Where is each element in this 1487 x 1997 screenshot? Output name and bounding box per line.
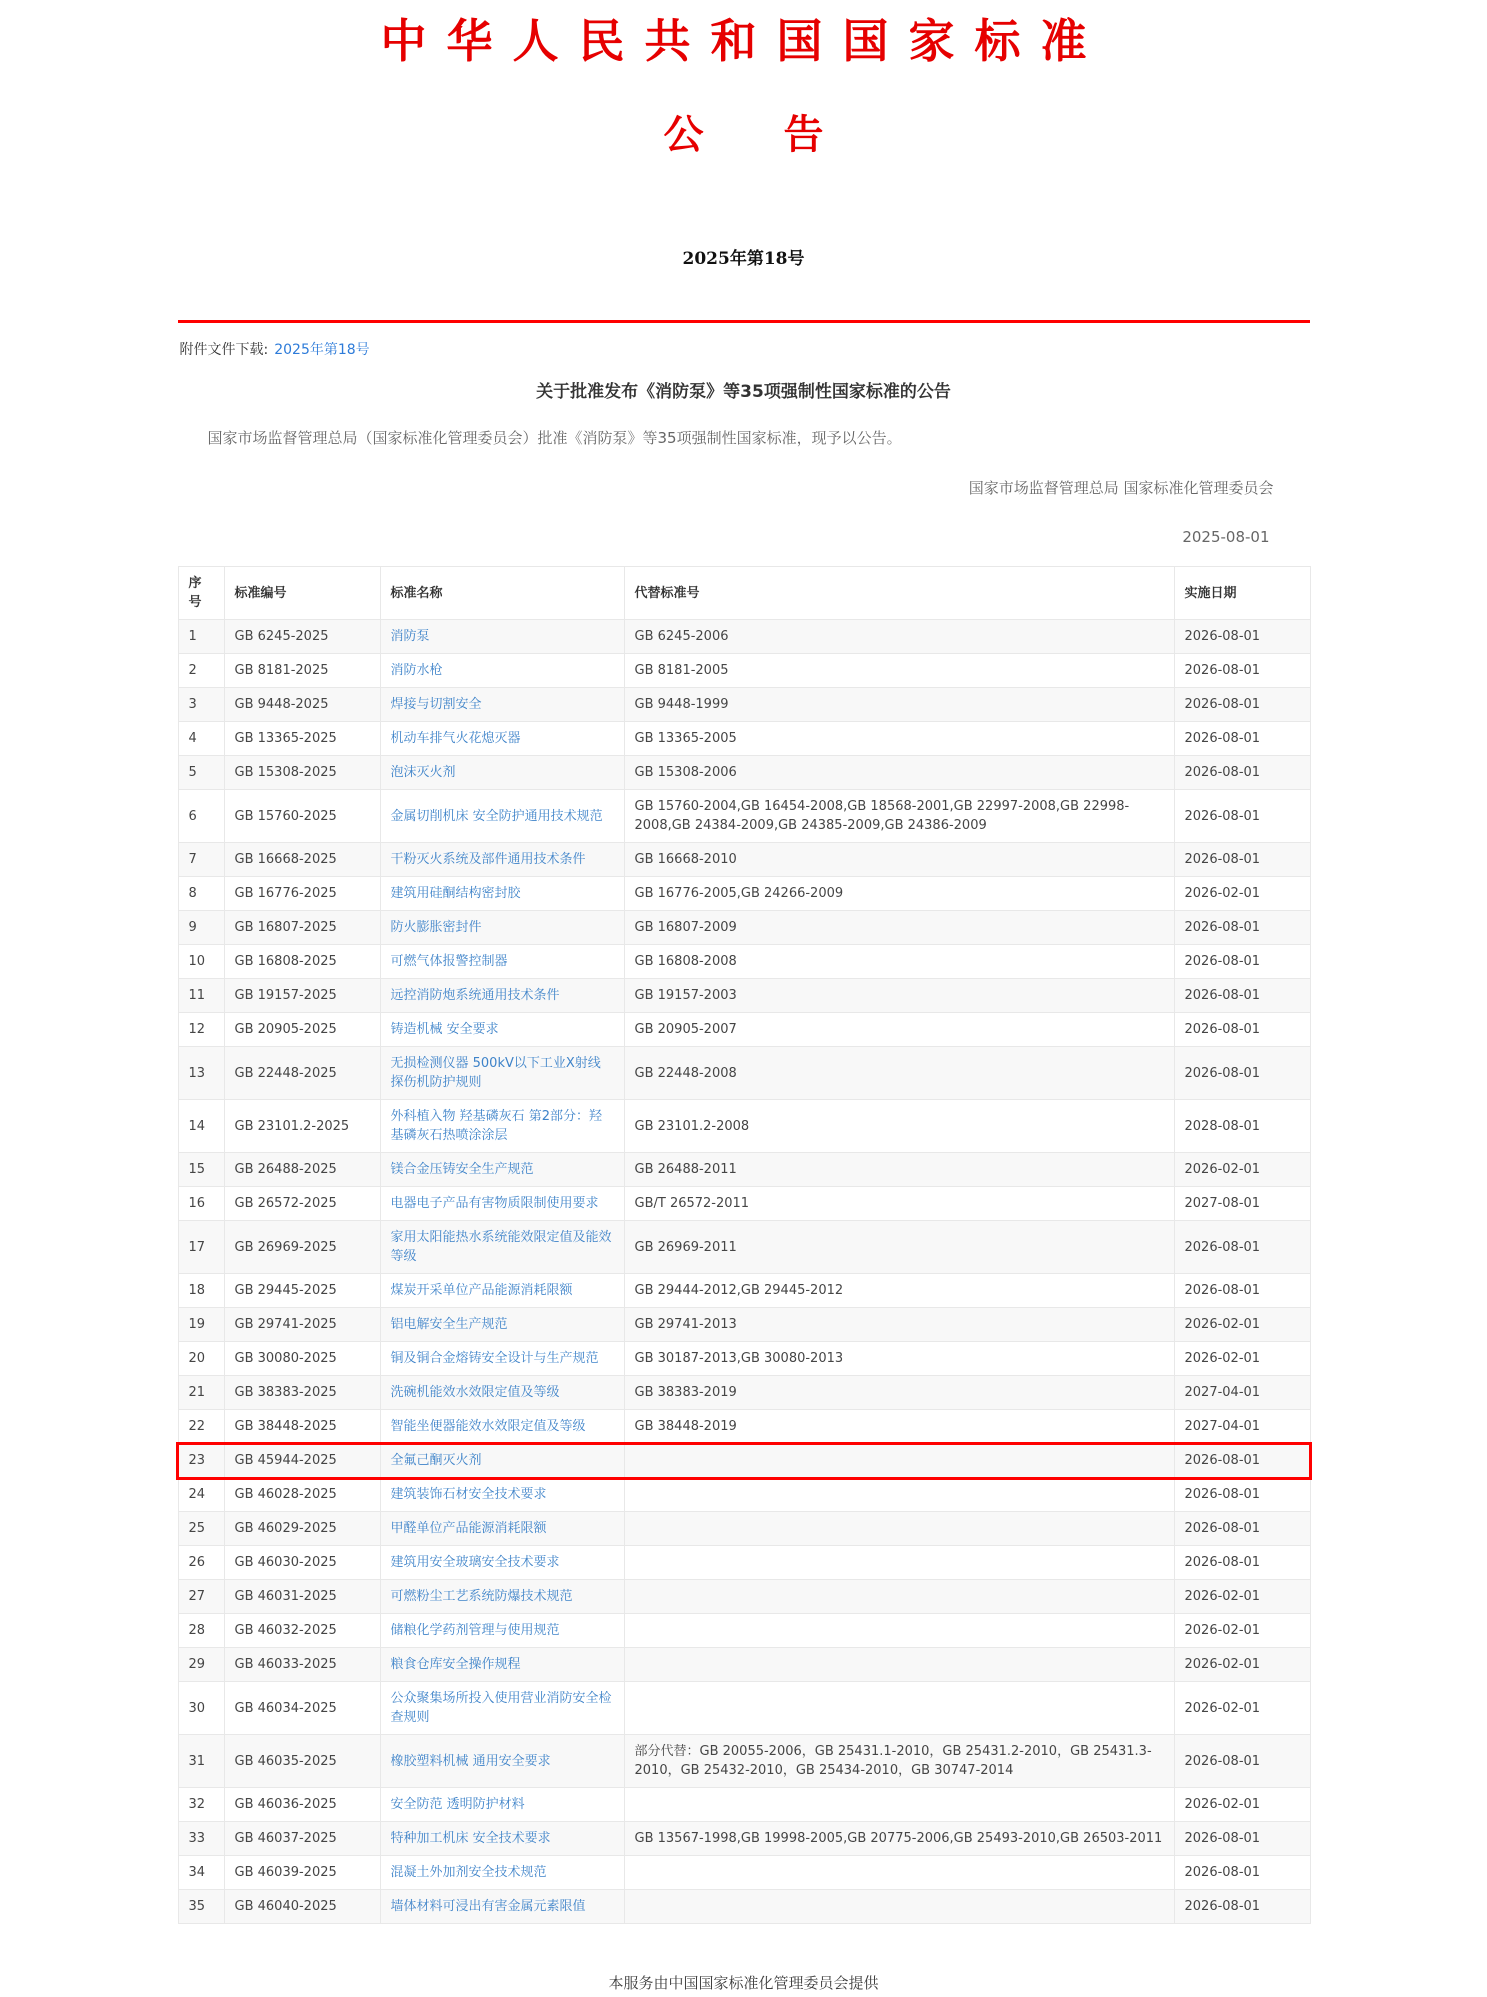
row-index: 16 <box>178 1187 224 1221</box>
implementation-date: 2026-08-01 <box>1174 1274 1310 1308</box>
standard-code: GB 46035-2025 <box>224 1735 380 1788</box>
implementation-date: 2028-08-01 <box>1174 1100 1310 1153</box>
standard-code: GB 19157-2025 <box>224 979 380 1013</box>
standard-name-link[interactable]: 全氟己酮灭火剂 <box>390 1453 482 1469</box>
standard-name-link[interactable]: 干粉灭火系统及部件通用技术条件 <box>390 852 586 868</box>
row-index: 6 <box>178 790 224 843</box>
standard-name-link[interactable]: 建筑用安全玻璃安全技术要求 <box>390 1555 560 1571</box>
implementation-date: 2026-08-01 <box>1174 790 1310 843</box>
standard-name-cell <box>380 1221 624 1274</box>
standard-name-link[interactable]: 混凝土外加剂安全技术规范 <box>390 1865 547 1881</box>
replaced-standards: GB 13365-2005 <box>624 722 1174 756</box>
standard-name-cell <box>380 843 624 877</box>
table-row <box>178 945 1310 979</box>
standard-code: GB 16808-2025 <box>224 945 380 979</box>
standard-name-cell <box>380 877 624 911</box>
row-index: 12 <box>178 1013 224 1047</box>
table-row <box>178 1788 1310 1822</box>
row-index: 23 <box>178 1444 224 1478</box>
table-row <box>178 877 1310 911</box>
replaced-standards: GB 16668-2010 <box>624 843 1174 877</box>
issue-number: 2025年第18号 <box>682 249 805 270</box>
row-index: 13 <box>178 1047 224 1100</box>
table-row <box>178 1187 1310 1221</box>
standard-name-cell <box>380 722 624 756</box>
implementation-date: 2026-08-01 <box>1174 945 1310 979</box>
table-row <box>178 1410 1310 1444</box>
standard-name-cell <box>380 1890 624 1924</box>
replaced-standards <box>624 1856 1174 1890</box>
replaced-standards: GB 8181-2005 <box>624 654 1174 688</box>
standard-name-link[interactable]: 安全防范 透明防护材料 <box>390 1797 525 1813</box>
row-index: 35 <box>178 1890 224 1924</box>
standard-code: GB 6245-2025 <box>224 620 380 654</box>
standard-code: GB 8181-2025 <box>224 654 380 688</box>
table-row <box>178 1822 1310 1856</box>
row-index: 19 <box>178 1308 224 1342</box>
announcement-page <box>178 14 1310 1993</box>
implementation-date: 2026-08-01 <box>1174 756 1310 790</box>
implementation-date: 2026-08-01 <box>1174 1047 1310 1100</box>
row-index: 28 <box>178 1614 224 1648</box>
row-index: 11 <box>178 979 224 1013</box>
row-index: 10 <box>178 945 224 979</box>
table-row <box>178 911 1310 945</box>
row-index: 31 <box>178 1735 224 1788</box>
table-row <box>178 1614 1310 1648</box>
standard-code: GB 26572-2025 <box>224 1187 380 1221</box>
standard-name-cell <box>380 1047 624 1100</box>
implementation-date: 2026-08-01 <box>1174 1856 1310 1890</box>
standard-name-cell <box>380 790 624 843</box>
standard-name-cell <box>380 1614 624 1648</box>
replaced-standards <box>624 1788 1174 1822</box>
standard-code: GB 45944-2025 <box>224 1444 380 1478</box>
standard-code: GB 46031-2025 <box>224 1580 380 1614</box>
implementation-date: 2026-02-01 <box>1174 1614 1310 1648</box>
table-row <box>178 756 1310 790</box>
replaced-standards: GB 6245-2006 <box>624 620 1174 654</box>
header-index: 序号 <box>178 567 224 620</box>
standard-code: GB 46028-2025 <box>224 1478 380 1512</box>
table-row <box>178 1013 1310 1047</box>
implementation-date: 2026-02-01 <box>1174 1682 1310 1735</box>
standard-name-cell <box>380 1153 624 1187</box>
standard-name-cell <box>380 1376 624 1410</box>
standard-name-link[interactable]: 焊接与切割安全 <box>390 697 482 713</box>
replaced-standards: GB 26488-2011 <box>624 1153 1174 1187</box>
standard-name-link[interactable]: 消防水枪 <box>390 663 443 679</box>
table-row <box>178 1682 1310 1735</box>
standard-name-cell <box>380 911 624 945</box>
replaced-standards: GB 22448-2008 <box>624 1047 1174 1100</box>
replaced-standards <box>624 1478 1174 1512</box>
table-row <box>178 1308 1310 1342</box>
standard-name-link[interactable]: 镁合金压铸安全生产规范 <box>390 1162 534 1178</box>
table-row <box>178 790 1310 843</box>
replaced-standards: GB 29444-2012,GB 29445-2012 <box>624 1274 1174 1308</box>
attachment-download-link[interactable]: 2025年第18号 <box>274 341 370 358</box>
standard-code: GB 29741-2025 <box>224 1308 380 1342</box>
standard-name-link[interactable]: 建筑装饰石材安全技术要求 <box>390 1487 547 1503</box>
row-index: 3 <box>178 688 224 722</box>
implementation-date: 2026-02-01 <box>1174 1648 1310 1682</box>
standard-name-cell <box>380 1580 624 1614</box>
standard-name-link[interactable]: 电器电子产品有害物质限制使用要求 <box>390 1196 599 1212</box>
standard-code: GB 46030-2025 <box>224 1546 380 1580</box>
page-title: 中华人民共和国国家标准 <box>380 14 1107 68</box>
row-index: 34 <box>178 1856 224 1890</box>
standard-name-link[interactable]: 建筑用硅酮结构密封胶 <box>390 886 521 902</box>
table-row <box>178 1735 1310 1788</box>
table-row <box>178 979 1310 1013</box>
replaced-standards: GB 20905-2007 <box>624 1013 1174 1047</box>
replaced-standards <box>624 1546 1174 1580</box>
row-index: 17 <box>178 1221 224 1274</box>
implementation-date: 2026-08-01 <box>1174 688 1310 722</box>
implementation-date: 2026-08-01 <box>1174 1444 1310 1478</box>
standard-code: GB 38448-2025 <box>224 1410 380 1444</box>
replaced-standards: GB 29741-2013 <box>624 1308 1174 1342</box>
standards-table-body <box>178 620 1310 1924</box>
row-index: 9 <box>178 911 224 945</box>
implementation-date: 2026-08-01 <box>1174 911 1310 945</box>
standard-code: GB 13365-2025 <box>224 722 380 756</box>
implementation-date: 2027-08-01 <box>1174 1187 1310 1221</box>
standard-name-link[interactable]: 煤炭开采单位产品能源消耗限额 <box>390 1283 573 1299</box>
standard-name-link[interactable]: 智能坐便器能效水效限定值及等级 <box>390 1419 586 1435</box>
standard-code: GB 46033-2025 <box>224 1648 380 1682</box>
row-index: 8 <box>178 877 224 911</box>
replaced-standards: GB 15760-2004,GB 16454-2008,GB 18568-2001,GB 22997-2008,GB 22998-2008,GB 24384-2009,GB 24385-2009,GB 24386-2009 <box>624 790 1174 843</box>
table-row <box>178 1648 1310 1682</box>
standard-name-link[interactable]: 特种加工机床 安全技术要求 <box>390 1831 551 1847</box>
standard-name-cell <box>380 945 624 979</box>
row-index: 32 <box>178 1788 224 1822</box>
replaced-standards <box>624 1580 1174 1614</box>
implementation-date: 2026-08-01 <box>1174 1478 1310 1512</box>
replaced-standards <box>624 1614 1174 1648</box>
implementation-date: 2026-08-01 <box>1174 1013 1310 1047</box>
implementation-date: 2026-08-01 <box>1174 979 1310 1013</box>
notice-title: 公 告 <box>663 111 824 159</box>
standards-table <box>178 566 1311 1924</box>
standard-name-cell <box>380 1682 624 1735</box>
table-row <box>178 1444 1310 1478</box>
replaced-standards: GB 19157-2003 <box>624 979 1174 1013</box>
table-row <box>178 1512 1310 1546</box>
replaced-standards: GB 13567-1998,GB 19998-2005,GB 20775-2006,GB 25493-2010,GB 26503-2011 <box>624 1822 1174 1856</box>
standard-name-cell <box>380 1735 624 1788</box>
table-row <box>178 843 1310 877</box>
table-row <box>178 1274 1310 1308</box>
standard-name-link[interactable]: 铝电解安全生产规范 <box>390 1317 508 1333</box>
standard-name-cell <box>380 1822 624 1856</box>
standard-name-cell <box>380 1342 624 1376</box>
row-index: 20 <box>178 1342 224 1376</box>
publish-date: 2025-08-01 <box>1182 528 1270 547</box>
standard-code: GB 16776-2025 <box>224 877 380 911</box>
replaced-standards: GB 15308-2006 <box>624 756 1174 790</box>
replaced-standards: GB 30187-2013,GB 30080-2013 <box>624 1342 1174 1376</box>
standard-name-cell <box>380 1512 624 1546</box>
table-row <box>178 1856 1310 1890</box>
standard-code: GB 46036-2025 <box>224 1788 380 1822</box>
replaced-standards <box>624 1890 1174 1924</box>
standard-code: GB 16668-2025 <box>224 843 380 877</box>
standard-code: GB 30080-2025 <box>224 1342 380 1376</box>
standard-code: GB 26488-2025 <box>224 1153 380 1187</box>
implementation-date: 2026-02-01 <box>1174 877 1310 911</box>
table-row <box>178 1342 1310 1376</box>
standard-name-link[interactable]: 外科植入物 羟基磷灰石 第2部分：羟基磷灰石热喷涂涂层 <box>390 1109 603 1144</box>
standard-name-link[interactable]: 洗碗机能效水效限定值及等级 <box>390 1385 560 1401</box>
table-row <box>178 688 1310 722</box>
standard-name-link[interactable]: 甲醛单位产品能源消耗限额 <box>390 1521 547 1537</box>
standard-name-link[interactable]: 泡沫灭火剂 <box>390 765 456 781</box>
standard-code: GB 9448-2025 <box>224 688 380 722</box>
standard-name-cell <box>380 1013 624 1047</box>
standard-name-link[interactable]: 可燃粉尘工艺系统防爆技术规范 <box>390 1589 573 1605</box>
row-index: 24 <box>178 1478 224 1512</box>
table-row <box>178 1890 1310 1924</box>
table-row <box>178 1546 1310 1580</box>
standard-name-cell <box>380 1100 624 1153</box>
standard-name-cell <box>380 688 624 722</box>
standard-name-link[interactable]: 铜及铜合金熔铸安全设计与生产规范 <box>390 1351 599 1367</box>
row-index: 5 <box>178 756 224 790</box>
row-index: 15 <box>178 1153 224 1187</box>
table-row <box>178 1376 1310 1410</box>
row-index: 18 <box>178 1274 224 1308</box>
standard-name-cell <box>380 756 624 790</box>
standard-code: GB 38383-2025 <box>224 1376 380 1410</box>
attachment-download-row <box>178 331 1310 359</box>
standard-code: GB 22448-2025 <box>224 1047 380 1100</box>
standard-code: GB 46039-2025 <box>224 1856 380 1890</box>
implementation-date: 2026-02-01 <box>1174 1308 1310 1342</box>
header-standard-code: 标准编号 <box>224 567 380 620</box>
standard-name-cell <box>380 1788 624 1822</box>
table-row <box>178 1580 1310 1614</box>
row-index: 26 <box>178 1546 224 1580</box>
header-implementation-date: 实施日期 <box>1174 567 1310 620</box>
replaced-standards <box>624 1444 1174 1478</box>
implementation-date: 2027-04-01 <box>1174 1376 1310 1410</box>
standard-name-cell <box>380 1410 624 1444</box>
standard-name-cell <box>380 1648 624 1682</box>
header-replaced-standards: 代替标准号 <box>624 567 1174 620</box>
standard-name-cell <box>380 1856 624 1890</box>
implementation-date: 2026-02-01 <box>1174 1153 1310 1187</box>
standard-name-cell <box>380 1308 624 1342</box>
row-index: 7 <box>178 843 224 877</box>
row-index: 22 <box>178 1410 224 1444</box>
implementation-date: 2026-08-01 <box>1174 1512 1310 1546</box>
standard-code: GB 29445-2025 <box>224 1274 380 1308</box>
row-index: 30 <box>178 1682 224 1735</box>
implementation-date: 2026-02-01 <box>1174 1580 1310 1614</box>
table-row <box>178 654 1310 688</box>
attachment-label: 附件文件下载: <box>179 341 269 358</box>
replaced-standards: GB 9448-1999 <box>624 688 1174 722</box>
replaced-standards <box>624 1682 1174 1735</box>
implementation-date: 2026-08-01 <box>1174 1890 1310 1924</box>
standard-name-link[interactable]: 远控消防炮系统通用技术条件 <box>390 988 560 1004</box>
standard-code: GB 15308-2025 <box>224 756 380 790</box>
standard-name-link[interactable]: 公众聚集场所投入使用营业消防安全检查规则 <box>390 1691 612 1726</box>
standard-code: GB 15760-2025 <box>224 790 380 843</box>
row-index: 25 <box>178 1512 224 1546</box>
standard-name-link[interactable]: 金属切削机床 安全防护通用技术规范 <box>390 808 603 824</box>
table-row <box>178 722 1310 756</box>
replaced-standards <box>624 1512 1174 1546</box>
replaced-standards: GB 38448-2019 <box>624 1410 1174 1444</box>
row-index: 27 <box>178 1580 224 1614</box>
implementation-date: 2026-08-01 <box>1174 654 1310 688</box>
implementation-date: 2026-08-01 <box>1174 1735 1310 1788</box>
standard-code: GB 46032-2025 <box>224 1614 380 1648</box>
implementation-date: 2027-04-01 <box>1174 1410 1310 1444</box>
table-row <box>178 1047 1310 1100</box>
table-row <box>178 1100 1310 1153</box>
implementation-date: 2026-02-01 <box>1174 1788 1310 1822</box>
replaced-standards: GB 16808-2008 <box>624 945 1174 979</box>
standard-name-link[interactable]: 家用太阳能热水系统能效限定值及能效等级 <box>390 1230 612 1265</box>
standard-code: GB 46034-2025 <box>224 1682 380 1735</box>
replaced-standards: GB/T 26572-2011 <box>624 1187 1174 1221</box>
standard-code: GB 46037-2025 <box>224 1822 380 1856</box>
red-divider <box>178 320 1310 323</box>
implementation-date: 2026-08-01 <box>1174 1221 1310 1274</box>
standard-code: GB 16807-2025 <box>224 911 380 945</box>
standard-name-link[interactable]: 消防泵 <box>390 629 430 645</box>
replaced-standards: GB 26969-2011 <box>624 1221 1174 1274</box>
standard-name-link[interactable]: 墙体材料可浸出有害金属元素限值 <box>390 1899 586 1915</box>
implementation-date: 2026-02-01 <box>1174 1342 1310 1376</box>
table-row <box>178 1478 1310 1512</box>
replaced-standards: GB 16776-2005,GB 24266-2009 <box>624 877 1174 911</box>
implementation-date: 2026-08-01 <box>1174 843 1310 877</box>
standard-name-cell <box>380 1187 624 1221</box>
row-index: 14 <box>178 1100 224 1153</box>
standard-name-cell <box>380 1546 624 1580</box>
row-index: 4 <box>178 722 224 756</box>
implementation-date: 2026-08-01 <box>1174 1546 1310 1580</box>
row-index: 21 <box>178 1376 224 1410</box>
replaced-standards: GB 16807-2009 <box>624 911 1174 945</box>
standard-code: GB 26969-2025 <box>224 1221 380 1274</box>
row-index: 2 <box>178 654 224 688</box>
standard-name-link[interactable]: 无损检测仪器 500kV以下工业X射线探伤机防护规则 <box>390 1056 601 1091</box>
standard-name-cell <box>380 654 624 688</box>
standard-code: GB 23101.2-2025 <box>224 1100 380 1153</box>
standard-name-cell <box>380 1478 624 1512</box>
standard-name-cell <box>380 1274 624 1308</box>
standard-name-link[interactable]: 橡胶塑料机械 通用安全要求 <box>390 1753 551 1769</box>
standard-code: GB 46040-2025 <box>224 1890 380 1924</box>
replaced-standards: 部分代替：GB 20055-2006，GB 25431.1-2010，GB 25431.2-2010，GB 25431.3-2010，GB 25432-2010，GB 25434-2010，GB 30747-2014 <box>624 1735 1174 1788</box>
table-row <box>178 620 1310 654</box>
row-index: 29 <box>178 1648 224 1682</box>
standard-name-cell <box>380 979 624 1013</box>
standard-name-link[interactable]: 铸造机械 安全要求 <box>390 1022 499 1038</box>
replaced-standards: GB 38383-2019 <box>624 1376 1174 1410</box>
table-row <box>178 1153 1310 1187</box>
standard-code: GB 46029-2025 <box>224 1512 380 1546</box>
standard-name-cell <box>380 620 624 654</box>
implementation-date: 2026-08-01 <box>1174 722 1310 756</box>
standard-name-link[interactable]: 可燃气体报警控制器 <box>390 954 508 970</box>
replaced-standards: GB 23101.2-2008 <box>624 1100 1174 1153</box>
announcement-paragraph: 国家市场监督管理总局（国家标准化管理委员会）批准《消防泵》等35项强制性国家标准，现予以公告。 <box>207 428 902 447</box>
implementation-date: 2026-08-01 <box>1174 620 1310 654</box>
standard-name-link[interactable]: 机动车排气火花熄灭器 <box>390 731 521 747</box>
row-index: 33 <box>178 1822 224 1856</box>
implementation-date: 2026-08-01 <box>1174 1822 1310 1856</box>
header-standard-name: 标准名称 <box>380 567 624 620</box>
standard-name-link[interactable]: 储粮化学药剂管理与使用规范 <box>390 1623 560 1639</box>
standard-code: GB 20905-2025 <box>224 1013 380 1047</box>
issuing-authority: 国家市场监督管理总局 国家标准化管理委员会 <box>968 479 1274 498</box>
standard-name-link[interactable]: 粮食仓库安全操作规程 <box>390 1657 521 1673</box>
table-header-row <box>178 567 1310 620</box>
table-row <box>178 1221 1310 1274</box>
row-index: 1 <box>178 620 224 654</box>
standard-name-link[interactable]: 防火膨胀密封件 <box>390 920 482 936</box>
standard-name-cell <box>380 1444 624 1478</box>
replaced-standards <box>624 1648 1174 1682</box>
document-title: 关于批准发布《消防泵》等35项强制性国家标准的公告 <box>536 381 951 402</box>
footer-service-note: 本服务由中国国家标准化管理委员会提供 <box>608 1974 879 1993</box>
